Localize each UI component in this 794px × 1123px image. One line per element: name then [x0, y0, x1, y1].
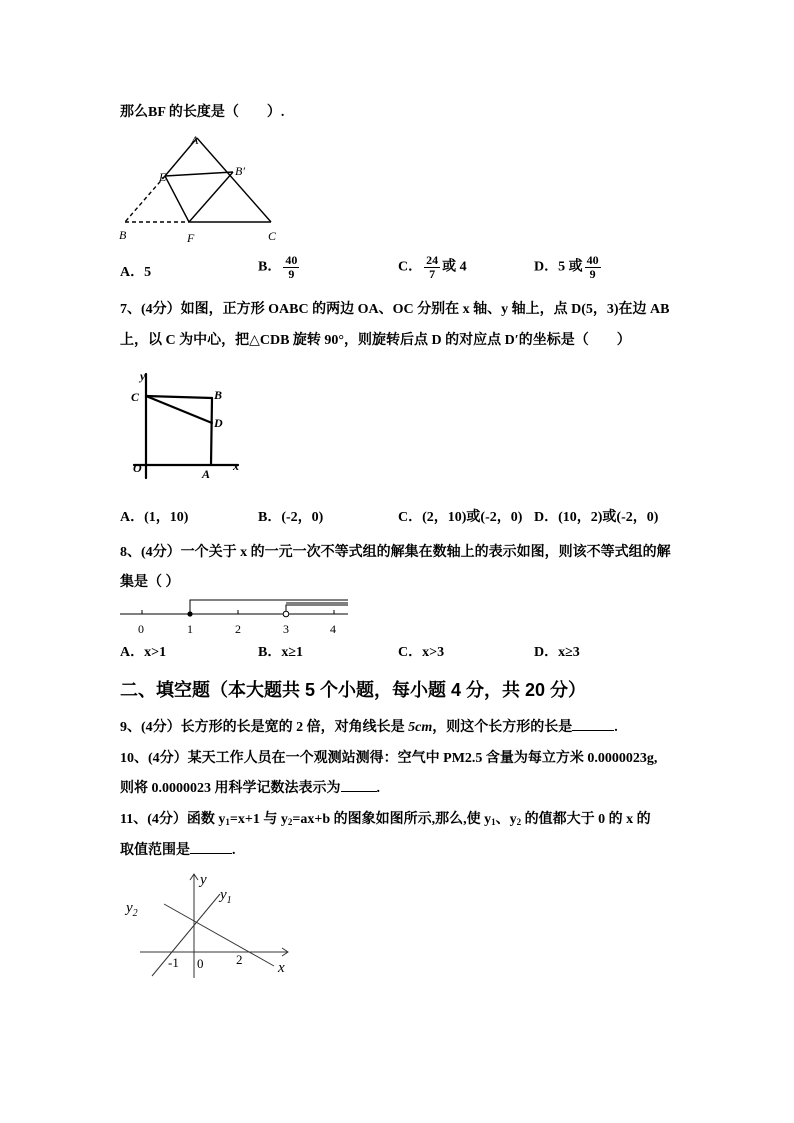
q11-line1 — [120, 811, 651, 829]
q6-option-b — [258, 254, 301, 281]
q8-option-d: D．x≥3 — [534, 645, 580, 660]
q7-side-ab — [211, 398, 212, 465]
q6-b-numerator: 40 — [285, 253, 298, 267]
q9-text-a: 9、(4分）长方形的长是宽的 2 倍，对角线长是 — [120, 720, 409, 735]
q11-line1-d: 、y — [495, 812, 517, 827]
q7-option-b: B．(-2，0) — [258, 510, 324, 525]
q6-option-a: A．5 — [120, 265, 152, 280]
q8-line1: 8、(4分）一个关于 x 的一元一次不等式组的解集在数轴上的表示如图，则该不等式组的解 — [120, 545, 671, 560]
q8-label-1: 1 — [187, 622, 193, 636]
q11-sub-1a: 1 — [225, 817, 230, 827]
q10-line2-a: 则将 0.0000023 用科学记数法表示为 — [120, 781, 341, 796]
q8-solution-bracket-1 — [190, 600, 348, 614]
q6-label-c: C — [268, 229, 277, 243]
section2-title: 二、填空题（本大题共 5 个小题，每小题 4 分，共 20 分） — [120, 680, 587, 700]
q6-label-b: B — [119, 228, 127, 242]
q6-option-c — [398, 254, 467, 281]
q11-label-y1-sub: 1 — [226, 895, 232, 906]
q11-label-y1-main: y — [220, 887, 227, 903]
q7-segment-cd — [146, 396, 212, 423]
q10-line2 — [120, 780, 380, 798]
q11-line1-c: =ax+b 的图象如图所示,那么,使 y — [292, 812, 492, 827]
q11-line1-b: =x+1 与 y — [229, 812, 288, 827]
q11-label-x: x — [278, 960, 285, 976]
q7-label-y: y — [140, 369, 146, 383]
q11-line1-a: 11、(4分）函数 y — [120, 812, 226, 827]
q11-label-y2 — [124, 900, 138, 919]
q6-b-denominator: 9 — [288, 267, 295, 281]
q6-c-denominator: 7 — [429, 267, 436, 281]
q11-label-y1 — [218, 887, 232, 906]
q7-option-c: C．(2，10)或(-2，0) — [398, 510, 523, 525]
q8-number-line — [118, 596, 358, 638]
q6-option-b-fraction — [283, 254, 299, 281]
q7-line2: 上，以 C 为中心，把△CDB 旋转 90°，则旋转后点 D 的对应点 D′的坐标是（ ） — [120, 333, 631, 348]
q10-line1: 10、(4分）某天工作人员在一个观测站测得：空气中 PM2.5 含量为每立方米 0.0000023g, — [120, 751, 658, 766]
q11-line1-e: 的值都大于 0 的 x 的 — [521, 812, 651, 827]
q9-text — [120, 719, 618, 737]
q6-edge-ac — [197, 138, 271, 222]
q11-line2-a: 取值范围是 — [120, 843, 190, 858]
q11-label-y: y — [200, 872, 207, 888]
q6-option-b-prefix: B． — [258, 259, 282, 275]
q10-line2-end: . — [376, 781, 380, 796]
q6-c-numerator: 24 — [426, 253, 439, 267]
q6-edge-eb-prime — [165, 172, 233, 176]
q7-option-d: D．(10，2)或(-2，0) — [534, 510, 659, 525]
q11-label-minus1: -1 — [168, 955, 179, 970]
q7-square-figure — [128, 368, 248, 483]
q9-text-c: ，则这个长方形的长是 — [432, 720, 573, 735]
q9-answer-blank[interactable] — [572, 730, 614, 731]
q7-option-a: A．(1，10) — [120, 510, 189, 525]
q8-option-b: B．x≥1 — [258, 645, 304, 660]
q11-graph-figure — [124, 866, 304, 982]
q6-d-denominator: 9 — [589, 267, 596, 281]
q6-label-f: F — [187, 231, 195, 245]
q6-option-d-prefix: D．5 或 — [534, 259, 583, 275]
q6-d-numerator: 40 — [586, 253, 599, 267]
q6-option-c-suffix: 或 4 — [442, 259, 467, 275]
q11-label-2: 2 — [236, 952, 243, 967]
q6-label-a: A — [191, 133, 199, 147]
q11-sub-2a: 2 — [287, 817, 293, 827]
q11-answer-blank[interactable] — [190, 853, 232, 854]
q11-sub-2b: 2 — [516, 817, 522, 827]
q11-label-y2-main: y — [126, 900, 133, 916]
q8-label-4: 4 — [330, 622, 336, 636]
q6-label-bprime: B′ — [235, 164, 245, 178]
q7-label-d: D — [214, 416, 223, 430]
q7-label-o: O — [133, 461, 142, 475]
q10-answer-blank[interactable] — [341, 791, 377, 792]
q8-label-0: 0 — [138, 622, 144, 636]
q7-label-a: A — [202, 467, 211, 481]
q8-line2: 集是（ ） — [120, 575, 180, 590]
q11-line2-end: . — [232, 843, 236, 858]
q6-triangle-figure — [115, 132, 285, 247]
q11-label-origin: 0 — [197, 956, 204, 971]
q11-sub-1b: 1 — [491, 817, 496, 827]
q9-text-end: . — [614, 720, 618, 735]
q7-line1: 7、(4分）如图，正方形 OABC 的两边 OA、OC 分别在 x 轴、y 轴上，点 D(5，3)在边 AB — [120, 302, 670, 317]
q11-line-y2 — [164, 904, 274, 966]
q8-solution-bracket-3 — [286, 605, 348, 614]
q6-edge-ef — [165, 176, 189, 222]
q9-text-b: 5cm — [408, 720, 433, 735]
q8-option-c: C．x>3 — [398, 645, 445, 660]
q11-line2 — [120, 842, 236, 860]
q7-label-c: C — [131, 390, 140, 404]
q8-solid-dot-1 — [187, 611, 192, 616]
q7-label-b: B — [214, 388, 223, 402]
q6-option-c-prefix: C． — [398, 259, 423, 275]
q6-option-d — [534, 254, 603, 281]
q6-option-d-fraction — [585, 254, 601, 281]
q8-option-a: A．x>1 — [120, 645, 167, 660]
q6-stem: 那么BF 的长度是（ ）. — [120, 105, 285, 120]
q11-line-y1 — [152, 894, 220, 976]
q6-label-e: E — [159, 170, 167, 184]
q6-option-c-fraction — [424, 254, 440, 281]
q8-label-2: 2 — [235, 622, 241, 636]
q7-label-x: x — [233, 459, 239, 473]
q8-label-3: 3 — [283, 622, 289, 636]
q11-label-y2-sub: 2 — [132, 908, 138, 919]
q6-edge-fb-prime — [189, 172, 233, 222]
q7-side-cb — [146, 396, 212, 398]
q8-open-dot-3 — [283, 611, 289, 617]
